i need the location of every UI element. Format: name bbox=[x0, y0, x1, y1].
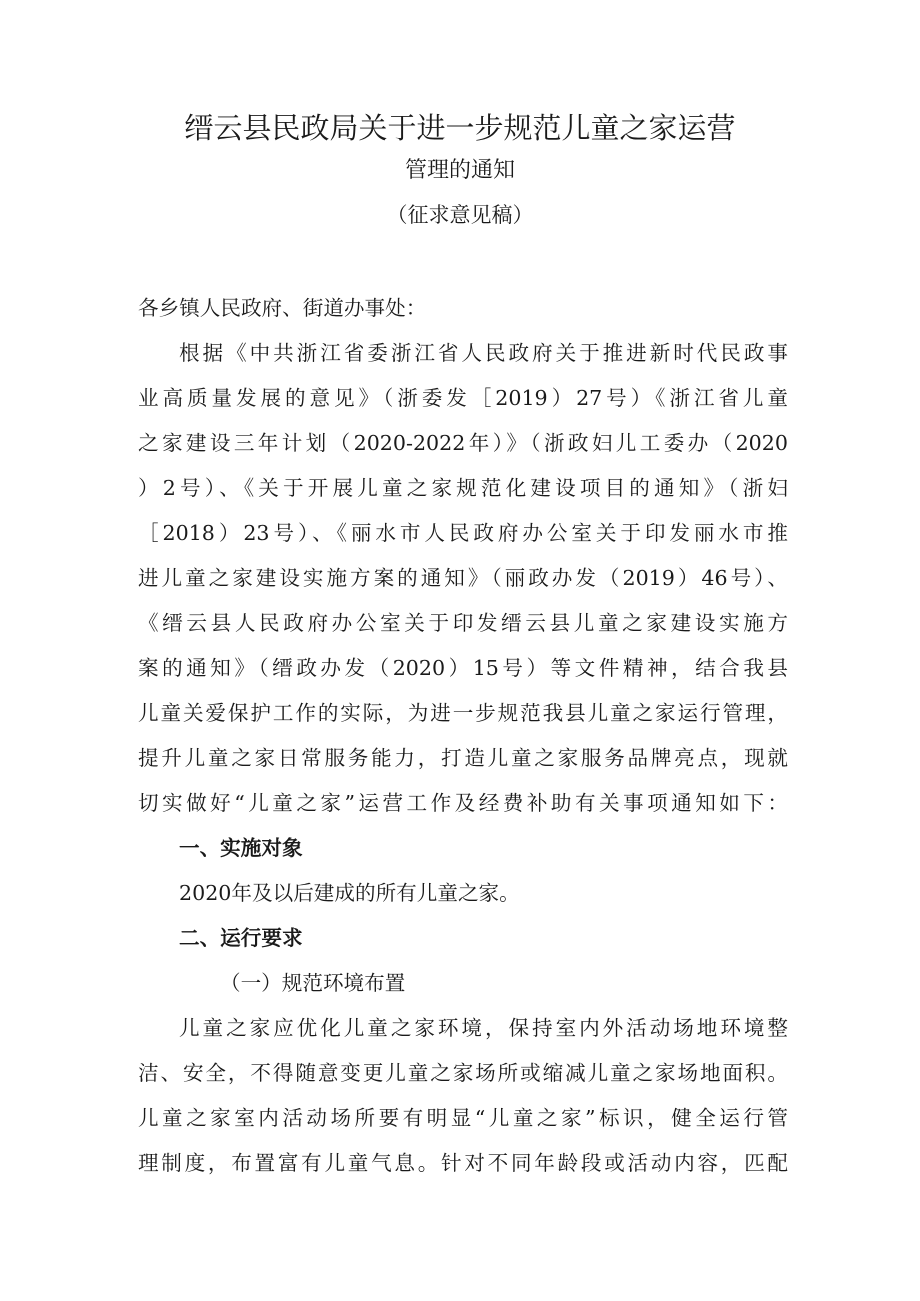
paragraph-line: 《缙云县人民政府办公室关于印发缙云县儿童之家建设实施方 bbox=[138, 611, 788, 635]
addressee: 各乡镇人民政府、街道办事处： bbox=[138, 296, 427, 320]
paragraph-line: 切实做好“儿童之家”运营工作及经费补助有关事项通知如下： bbox=[138, 791, 788, 815]
paragraph-line: 儿童之家应优化儿童之家环境，保持室内外活动场地环境整 bbox=[179, 1016, 788, 1040]
subsection-heading-1: （一）规范环境布置 bbox=[220, 971, 406, 995]
section-heading-1: 一、实施对象 bbox=[179, 836, 303, 860]
paragraph-line: 儿童关爱保护工作的实际，为进一步规范我县儿童之家运行管理， bbox=[138, 701, 788, 725]
paragraph-line: 洁、安全，不得随意变更儿童之家场所或缩减儿童之家场地面积。 bbox=[138, 1061, 788, 1085]
paragraph-line: 儿童之家室内活动场所要有明显“儿童之家”标识，健全运行管 bbox=[138, 1106, 788, 1130]
section-heading-2: 二、运行要求 bbox=[179, 926, 303, 950]
paragraph-line: ［2018）23号）、《丽水市人民政府办公室关于印发丽水市推 bbox=[138, 521, 788, 545]
draft-label: （征求意见稿） bbox=[386, 203, 534, 227]
paragraph-line: 理制度，布置富有儿童气息。针对不同年龄段或活动内容，匹配 bbox=[138, 1151, 788, 1175]
paragraph-line: 之家建设三年计划（2020-2022年）》（浙政妇儿工委办（2020 bbox=[138, 431, 788, 455]
paragraph-line: 2020年及以后建成的所有儿童之家。 bbox=[179, 881, 520, 905]
paragraph-line: 提升儿童之家日常服务能力，打造儿童之家服务品牌亮点，现就 bbox=[138, 746, 788, 770]
paragraph-line: 案的通知》（缙政办发（2020）15号）等文件精神，结合我县 bbox=[138, 656, 788, 680]
paragraph-line: 业高质量发展的意见》（浙委发［2019）27号）《浙江省儿童 bbox=[138, 386, 788, 410]
document-body bbox=[138, 286, 788, 1186]
document-title-continued: 管理的通知 bbox=[404, 158, 515, 183]
paragraph-line: 进儿童之家建设实施方案的通知》（丽政办发（2019）46号）、 bbox=[138, 566, 788, 590]
paragraph-line: ）2号）、《关于开展儿童之家规范化建设项目的通知》（浙妇 bbox=[138, 476, 788, 500]
paragraph-line: 根据《中共浙江省委浙江省人民政府关于推进新时代民政事 bbox=[179, 341, 788, 365]
document-title: 缙云县民政局关于进一步规范儿童之家运营 bbox=[184, 111, 736, 145]
